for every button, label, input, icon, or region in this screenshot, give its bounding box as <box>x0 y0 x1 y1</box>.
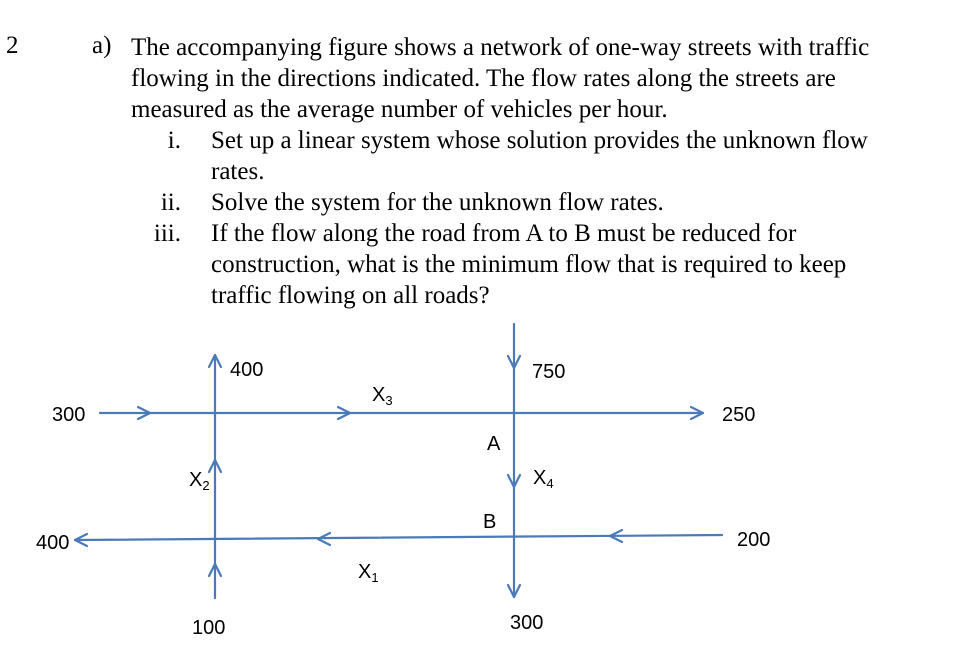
variable-x4-base: X <box>533 467 547 489</box>
sub-item-line: If the flow along the road from A to B must be reduced for <box>211 220 797 247</box>
flow-label-400-top: 400 <box>230 359 264 381</box>
sub-item-number: iii. <box>153 220 181 247</box>
node-label-a: A <box>487 433 501 455</box>
part-label: a) <box>92 32 112 59</box>
flow-label-750: 750 <box>532 361 566 383</box>
sub-item-number: ii. <box>160 189 181 216</box>
sub-item-line: rates. <box>211 158 265 185</box>
variable-x1-subscript: 1 <box>371 570 379 585</box>
arrow-x3 <box>338 407 350 419</box>
flow-label-400-left: 400 <box>36 532 70 554</box>
problem-line: flowing in the directions indicated. The flow rates along the streets are <box>131 65 836 92</box>
flow-label-100: 100 <box>192 617 226 639</box>
arrow-left-bottom-out <box>75 534 87 546</box>
arrow-x4-down <box>508 475 520 487</box>
problem-line: The accompanying figure shows a network of one-way streets with traffic <box>131 34 870 61</box>
variable-x4 <box>533 467 554 491</box>
sub-item-text <box>211 187 961 218</box>
flow-label-300-left: 300 <box>52 404 86 426</box>
sub-item-line: Solve the system for the unknown flow rates. <box>211 189 664 216</box>
arrow-x2-up <box>209 460 221 472</box>
variable-x4-subscript: 4 <box>546 476 554 491</box>
variable-x2-subscript: 2 <box>202 478 210 493</box>
arrow-750-down <box>508 356 520 368</box>
problem-line: measured as the average number of vehicles per hour. <box>131 96 668 123</box>
flow-label-250: 250 <box>722 404 756 426</box>
variable-x3-base: X <box>372 384 386 406</box>
flow-label-300-bottom: 300 <box>510 612 544 634</box>
arrow-300-down <box>508 585 520 597</box>
variable-x1 <box>358 561 379 585</box>
flow-label-200: 200 <box>737 529 771 551</box>
arrow-400-up <box>209 355 221 367</box>
variable-x3 <box>372 384 393 408</box>
variable-x2-base: X <box>189 469 203 491</box>
variable-x1-base: X <box>358 561 372 583</box>
arrow-100-up <box>209 564 221 576</box>
sub-item-line: construction, what is the minimum flow that is required to keep <box>211 251 847 278</box>
node-label-b: B <box>483 511 497 533</box>
problem-statement <box>131 32 961 125</box>
arrow-right-bottom-in <box>610 530 622 542</box>
variable-x3-subscript: 3 <box>385 393 393 408</box>
variable-x2 <box>189 469 210 493</box>
arrow-top-left-in <box>138 407 150 419</box>
bottom-street <box>75 535 722 540</box>
sub-item-number: i. <box>167 127 181 154</box>
sub-item-text <box>211 218 961 311</box>
sub-item-text <box>211 125 961 187</box>
arrow-right-out <box>691 407 703 419</box>
sub-item-line: traffic flowing on all roads? <box>211 282 490 309</box>
page-number: 2 <box>6 32 19 59</box>
arrow-x1 <box>318 533 330 545</box>
sub-item-line: Set up a linear system whose solution provides the unknown flow <box>211 127 868 154</box>
